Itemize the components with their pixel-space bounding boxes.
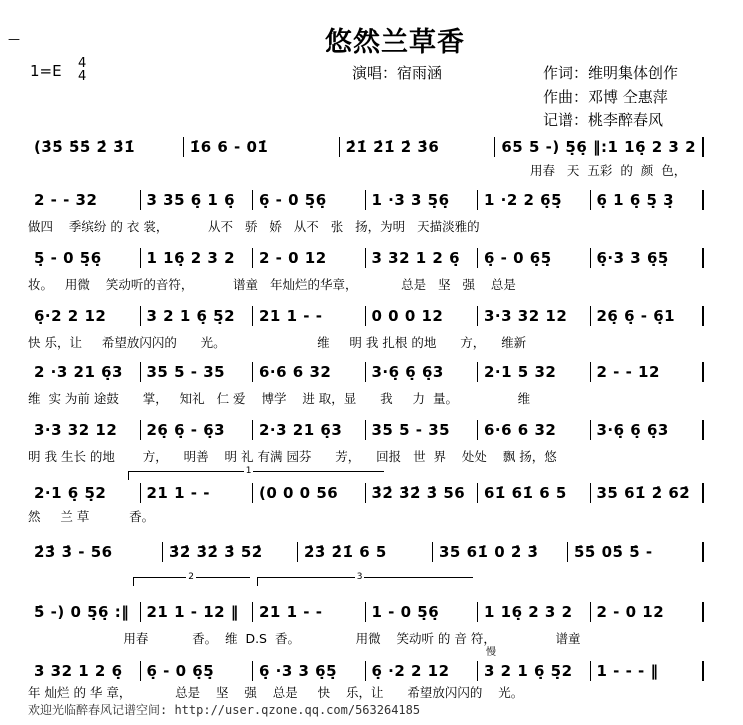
measure: 2 - 0 12 [591,602,705,622]
volta-bracket-1 [128,466,384,480]
dash-mark: — [8,32,20,46]
measure: 3 32 1 2 6̣ [28,661,141,681]
notation-row [28,602,704,622]
lyrics-line: 用春 香。 维 D.S 香。 用微 笑动听 的 音 符， 谱童 [28,631,581,646]
lyrics-line: 做四 季缤纷 的 衣 裳， 从不 骄 娇 从不 张 扬，为明 天描淡雅的 [28,219,480,234]
measure: 2 - - 12 [591,362,705,382]
measure: 2·3 21 6̣3 [253,420,366,440]
measure: 6̣ - 0 5̣6̣ [253,190,366,210]
measure: 1̇6 6 - 01̇ [184,137,340,157]
measure: 2·1 5 32 [478,362,591,382]
lyrics-line: 妆。 用微 笑动听的音符， 谱童 年灿烂的华章， 总是 坚 强 总是 [28,277,516,292]
measure: 61̇ 61̇ 6 5 [478,483,591,503]
measure: 6̣ - 0 6̣5̣ [478,248,591,268]
measure: 3 2 1 6̣ 5̣2 [478,661,591,681]
measure: 1 ·3 3 5̣6̣ [366,190,479,210]
lyricist-credit: 作词：维明集体创作 [543,64,679,82]
measure: 6̣·3 3 6̣5̣ [591,248,705,268]
measure: 35 5 - 35 [366,420,479,440]
measure: 3·3 32 12 [28,420,141,440]
measure: 6·6 6 32 [478,420,591,440]
song-title: 悠然兰草香 [325,27,465,58]
volta-label-3: 3 [356,572,363,582]
measure: 26̣ 6̣ - 6̣3 [141,420,254,440]
measure: 5̇ -) 0 5̣6̣ :‖ [28,602,141,622]
measure: 0 0 0 12 [366,306,479,326]
lyrics-line: 明 我 生长 的地 方， 明善 明 礼 有满 园芬 芳， 回报 世 界 处处 飘 扬，悠 [28,449,557,464]
notation-row [28,306,704,326]
lyrics-line: 用春 天 五彩 的 颜 色， [530,163,687,178]
key-signature: 1=E [30,62,62,80]
notation-row [28,483,704,503]
measure: 2̇1̇ 2̇1̇ 2̇ 3̇6 [340,137,496,157]
notation-row [28,420,704,440]
notation-row [28,137,704,157]
measure: 1 ·2 2 6̣5̣ [478,190,591,210]
tempo-mark-slow: 慢 [486,647,496,658]
measure: 3·3 32 12 [478,306,591,326]
measure: 3 35 6̣ 1 6̣ [141,190,254,210]
lyrics-line: 快 乐，让 希望放闪闪的 光。 维 明 我 扎根 的地 方， 维新 [28,335,527,350]
measure: 6·6 6 32 [253,362,366,382]
measure: 3 2 1 6̣ 5̣2 [141,306,254,326]
measure: 3̇2̇ 3̇2̇ 3̇ 56 [366,483,479,503]
measure: 3·6̣ 6̣ 6̣3 [366,362,479,382]
time-signature [78,57,86,83]
measure: 3̇2̇ 3̇2̇ 3̇ 52̇ [163,542,298,562]
volta-label-1: 1 [245,466,252,476]
measure: 21 1 - 12 ‖ [141,602,254,622]
measure: 1 16̣ 2 3 2 [141,248,254,268]
measure: (0 0 0 56 [253,483,366,503]
measure: 1 - - - ‖ [591,661,705,681]
measure: 5̣ - 0 5̣6̣ [28,248,141,268]
measure: 21 1 - - [253,306,366,326]
notation-row [28,362,704,382]
lyrics-line: 年 灿烂 的 华 章， 总是 坚 强 总是 快 乐，让 希望放闪闪的 光。 [28,685,524,700]
measure: 3·6̣ 6̣ 6̣3 [591,420,705,440]
measure: 1 - 0 5̣6̣ [366,602,479,622]
lyrics-line: 维 实 为前 途鼓 掌， 知礼 仁 爱 博学 进 取，显 我 力 量。 维 [28,391,531,406]
measure: 35 61̇ 0 2̇ 3̇ [433,542,568,562]
measure: 6̣ 1 6̣ 5̣ 3̣ [591,190,705,210]
measure: 6̣ ·3 3 6̣5̣ [253,661,366,681]
volta-bracket-3 [257,572,473,586]
notation-row [28,661,704,681]
composer-credit: 作曲：邓博 仝惠萍 [543,88,668,106]
time-signature-bottom: 4 [78,69,87,84]
measure: 2 - - 32 [28,190,141,210]
singer-credit: 演唱：宿雨涵 [352,64,443,82]
measure: 2̇3̇ 2̇1̇ 6 5 [298,542,433,562]
measure: (3̇5̇ 5̇5̇ 2̇ 3̇1̇ [28,137,184,157]
measure: 2 - 0 12 [253,248,366,268]
measure: 5̇5̇ 05̇ 5̇ - [568,542,704,562]
time-signature-top: 4 [78,56,87,71]
measure: 6̣ - 0 6̣5̣ [141,661,254,681]
measure: 3 32 1 2 6̣ [366,248,479,268]
notation-row [28,190,704,210]
measure: 6̣·2 2 12 [28,306,141,326]
measure: 21 1 - - [141,483,254,503]
measure: 35 5 - 35 [141,362,254,382]
lyrics-line: 然 兰 草 香。 [28,509,155,524]
measure: 35 61̇ 2̇ 62̇ [591,483,705,503]
measure: 65 5 -) 5̣6̣ ‖:1 16̣ 2 3 2 [495,137,704,157]
measure: 2̇3̇ 3̇ - 56 [28,542,163,562]
measure: 21 1 - - [253,602,366,622]
footer-link-text: 欢迎光临醉春风记谱空间: http://user.qzone.qq.com/563264185 [28,703,421,717]
notation-row [28,542,704,562]
volta-bracket-2 [133,572,250,586]
notation-row [28,248,704,268]
measure: 2·1 6̣ 5̣2 [28,483,141,503]
measure: 6̣ ·2 2 12 [366,661,479,681]
measure: 1 16̣ 2 3 2 [478,602,591,622]
measure: 2 ·3 21 6̣3 [28,362,141,382]
measure: 26̣ 6̣ - 6̣1 [591,306,705,326]
transcriber-credit: 记谱：桃李醉春风 [543,111,664,129]
volta-label-2: 2 [188,572,194,582]
